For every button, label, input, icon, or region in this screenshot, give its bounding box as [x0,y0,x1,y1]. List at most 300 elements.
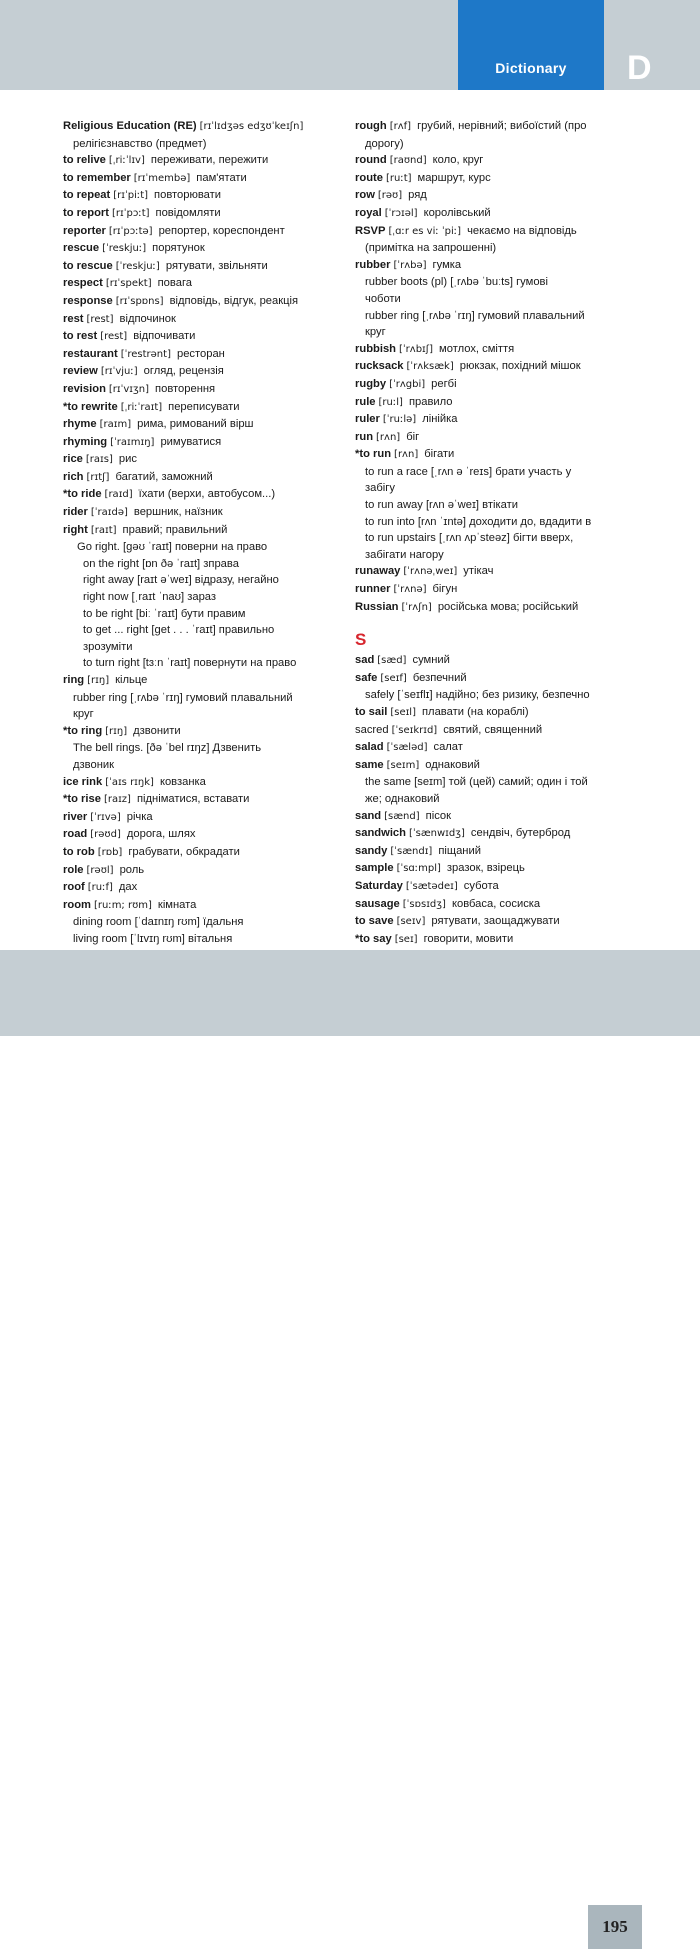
dictionary-entry [355,274,645,291]
dictionary-entry [63,328,341,346]
entry-translation: святий, священний [443,723,543,736]
entry-translation: rubber ring [ˌrʌbə ˈrɪŋ] гумовий плавальний [365,309,585,322]
dictionary-entry [63,672,341,690]
entry-headword: rich [63,470,84,483]
entry-headword: row [355,189,375,202]
dictionary-entry [355,774,645,791]
entry-translation: The bell rings. [ðə ˈbel rɪŋz] Дзвенить [73,742,262,755]
dictionary-entry [63,205,341,223]
entry-translation: Go right. [gəʊ ˈraɪt] поверни на право [77,541,268,554]
entry-transcription: [rɪˈspɒns] [115,295,164,307]
entry-transcription: [sæd] [377,655,407,667]
dictionary-entry [63,258,341,276]
dictionary-entry [355,341,645,359]
entry-translation: вершник, наїзник [133,506,223,519]
dictionary-entry [63,589,341,606]
entry-translation: піщаний [438,844,481,857]
entry-translation: гумка [432,258,462,271]
entry-translation: to run a race [ˌrʌn ə ˈreɪs] брати участь у [365,465,572,478]
entry-translation: to run upstairs [ˌrʌn ʌpˈsteəz] бігти вверх, [365,532,574,545]
dictionary-entry [63,809,341,827]
entry-transcription: [rɪŋ] [105,725,128,737]
entry-translation: правило [408,395,453,408]
dictionary-entry [355,497,645,514]
dictionary-entry [63,757,341,774]
dictionary-entry [63,187,341,205]
entry-headword: *to rewrite [63,400,118,413]
entry-transcription: [ˈsɒsɪdʒ] [402,898,446,910]
entry-translation: відпочивати [133,330,196,343]
entry-translation: повторювати [154,189,222,202]
entry-transcription: [ˌɑːr es viː ˈpiː] [388,225,462,237]
entry-translation: ресторан [176,347,225,360]
entry-transcription: [ˈrʌnəˌweɪ] [403,566,458,578]
dictionary-entry [355,257,645,275]
entry-translation: підніматися, вставати [136,793,250,806]
entry-translation: переживати, пережити [150,154,269,167]
entry-transcription: [rɪˈpɔːtə] [108,225,153,237]
entry-transcription: [raɪt] [90,524,117,536]
entry-translation: to get ... right [get . . . ˈraɪt] правильно [83,624,275,637]
entry-transcription: [rɪˈspekt] [105,278,152,290]
dictionary-entry [355,376,645,394]
entry-translation: коло, круг [432,154,484,167]
entry-transcription: [ruːl] [378,396,403,408]
entry-headword: sandwich [355,827,406,840]
dictionary-entry [63,504,341,522]
entry-translation: ковбаса, сосиска [451,897,541,910]
dictionary-entry [355,808,645,826]
entry-translation: right away [raɪt əˈweɪ] відразу, негайно [83,574,279,587]
dictionary-entry [63,240,341,258]
dictionary-entry [355,791,645,808]
dictionary-entry [63,706,341,723]
entry-headword: runaway [355,565,401,578]
entry-headword: to rest [63,330,98,343]
entry-translation: відпочинок [119,312,176,325]
dictionary-entry [63,690,341,707]
entry-headword: rough [355,120,387,132]
dictionary-entry [355,358,645,376]
dictionary-entry [63,223,341,241]
entry-translation: рис [118,453,137,466]
entry-headword: ruler [355,413,380,426]
dictionary-entry [63,311,341,329]
entry-transcription: [ˈrʌbɪʃ] [399,343,434,355]
dictionary-entry [63,862,341,880]
entry-headword: river [63,810,88,823]
dictionary-entry [355,563,645,581]
entry-transcription: [ˈrestrənt] [120,348,171,360]
entry-translation: рима, римований вірш [137,418,254,431]
entry-translation: забігати нагору [365,548,444,561]
entry-headword: rhyme [63,418,97,431]
dictionary-entry [355,223,645,241]
entry-headword: run [355,430,374,443]
dictionary-entry [355,739,645,757]
entry-headword: rest [63,312,84,325]
dictionary-entry [63,655,341,672]
header-letter: D [627,49,652,87]
entry-transcription: [ˈsɑːmpl] [396,863,441,875]
entry-transcription: [ˈsætədeɪ] [405,880,458,892]
entry-headword: salad [355,741,384,754]
entry-transcription: [rɪˈvɪʒn] [108,383,150,395]
entry-headword: revision [63,382,106,395]
entry-translation: зрозуміти [83,640,133,653]
entry-translation: однаковий [425,758,480,771]
dictionary-entry [355,913,645,931]
entry-transcription: [seɪ] [394,933,418,945]
entry-translation: to run into [rʌn ˈɪntə] доходити до, вдадити в [365,515,592,528]
entry-translation: відповідь, відгук, реакція [169,294,299,307]
header-title: Dictionary [495,60,567,76]
dictionary-entry [355,722,645,740]
entry-transcription: [rɒb] [97,846,123,858]
entry-transcription: [rʌn] [376,431,401,443]
entry-translation: dining room [ˈdaɪnɪŋ rʊm] їдальня [73,916,244,929]
dictionary-entry [355,757,645,775]
r-entries [355,118,645,616]
dictionary-entry [63,723,341,741]
entry-headword: Religious Education (RE) [63,120,197,132]
entry-translation: чекаємо на відповідь [467,224,577,237]
dictionary-entry [63,606,341,623]
entry-translation: салат [433,741,463,754]
entry-transcription: [rɪtʃ] [86,471,110,483]
entry-translation: дзвоник [73,758,115,771]
dictionary-entry [355,136,645,153]
entry-transcription: [ˈreskjuː] [115,260,160,272]
entry-headword: *to say [355,932,392,945]
dictionary-entry [63,931,341,948]
entry-translation: круг [365,326,386,339]
dictionary-entry [355,394,645,412]
entry-transcription: [ˈraɪmɪŋ] [110,436,155,448]
entry-transcription: [rʌn] [394,449,419,461]
dictionary-entry [355,687,645,704]
entry-headword: to relive [63,154,106,167]
dictionary-entry [355,152,645,170]
entry-transcription: [raɪm] [99,419,132,431]
dictionary-entry [63,556,341,573]
entry-headword: rescue [63,242,100,255]
entry-transcription: [ruːf] [87,882,113,894]
entry-transcription: [raɪs] [85,454,113,466]
entry-transcription: [ˈsænwɪdʒ] [408,828,465,840]
entry-headword: to sail [355,706,388,718]
entry-transcription: [ˌriːˈraɪt] [120,401,163,413]
entry-headword: runner [355,583,391,596]
dictionary-entry [63,791,341,809]
dictionary-entry [355,896,645,914]
entry-headword: rugby [355,377,387,390]
entry-translation: повторення [155,382,216,395]
entry-transcription: [ˌriːˈlɪv] [108,155,145,167]
entry-headword: sand [355,809,382,822]
dictionary-entry [355,429,645,447]
entry-headword: to save [355,915,394,928]
entry-transcription: [rəʊd] [90,829,121,841]
entry-translation: маршрут, курс [417,171,491,184]
entry-translation: кільце [115,674,148,686]
entry-translation: safely [ˈseɪflɪ] надійно; без ризику, безпечно [365,689,590,702]
entry-headword: rubber [355,258,391,271]
entry-translation: їхати (верхи, автобусом...) [138,488,276,501]
entry-transcription: [ˈrɪvə] [90,811,121,823]
entry-headword: ring [63,674,85,686]
dictionary-entry [355,240,645,257]
entry-translation: грубий, нерівний; вибоїстий (про [417,120,587,132]
dictionary-entry [355,825,645,843]
entry-headword: route [355,171,383,184]
entry-transcription: [seɪv] [396,916,426,928]
dictionary-entry [355,205,645,223]
entry-headword: sandy [355,844,388,857]
entry-translation: кімната [157,898,197,911]
entry-headword: rule [355,395,376,408]
page-number: 195 [602,1917,628,1936]
dictionary-entry [355,291,645,308]
entry-headword: response [63,294,113,307]
dictionary-entry [63,451,341,469]
entry-translation: rubber ring [ˌrʌbə ˈrɪŋ] гумовий плавальний [73,691,293,704]
entry-transcription: [ˈreskjuː] [102,243,147,255]
dictionary-entry [355,704,645,722]
dictionary-entry [355,411,645,429]
entry-headword: to rob [63,845,95,858]
entry-translation: забігу [365,482,395,495]
dictionary-entry [355,480,645,497]
entry-translation: пам'ятати [196,171,247,184]
entry-headword: room [63,898,91,911]
entry-transcription: [rɪˈpiːt] [113,190,149,202]
entry-headword: *to ride [63,488,102,501]
entry-translation: (примітка на запрошенні) [365,242,497,255]
entry-transcription: [ˈrʌʃn] [401,601,432,613]
entry-translation: регбі [431,377,457,390]
right-column [355,118,645,965]
entry-transcription: [ˈseɪkrɪd] [391,724,438,736]
entry-headword: sample [355,862,394,875]
entry-headword: Russian [355,600,399,613]
entry-translation: рятувати, заощаджувати [431,915,560,928]
dictionary-entry [355,446,645,464]
entry-headword: sacred [355,723,389,736]
entry-translation: дорогу) [365,137,404,150]
entry-transcription: [rest] [86,313,114,325]
entry-translation: правий; правильний [122,523,228,536]
entry-headword: same [355,758,384,771]
entry-translation: переписувати [168,400,240,413]
dictionary-entry [63,572,341,589]
s-entries [355,652,645,965]
dictionary-entry [355,308,645,325]
dictionary-entry [355,670,645,688]
entry-transcription: [rɪŋ] [87,675,110,686]
entry-translation: living room [ˈlɪvɪŋ rʊm] вітальня [73,932,233,945]
entry-transcription: [seɪf] [380,672,407,684]
entry-headword: restaurant [63,347,118,360]
entry-transcription: [rəʊ] [377,190,403,202]
entry-translation: to be right [biː ˈraɪt] бути правим [83,607,246,620]
entry-translation: багатий, заможний [115,470,213,483]
entry-translation: сумний [412,654,450,667]
dictionary-entry [63,826,341,844]
entry-translation: повага [157,277,193,290]
entry-headword: sausage [355,897,400,910]
entry-translation: лінійка [422,413,458,426]
dictionary-entry [355,599,645,617]
dictionary-entry [355,581,645,599]
entry-translation: же; однаковий [365,792,440,805]
entry-headword: review [63,365,98,378]
entry-translation: to turn right [tɜːn ˈraɪt] повернути на право [83,657,297,670]
dictionary-entry [63,486,341,504]
entry-translation: репортер, кореспондент [158,224,285,237]
entry-headword: rubbish [355,342,397,355]
dictionary-entry [355,878,645,896]
entry-headword: *to run [355,448,392,461]
dictionary-entry [63,539,341,556]
entry-translation: біг [406,430,420,443]
dictionary-entry [63,879,341,897]
dictionary-entry [355,118,645,136]
dictionary-entry [63,914,341,931]
entry-transcription: [rɪˈpɔːt] [112,207,150,219]
dictionary-entry [355,931,645,949]
dictionary-entry [63,416,341,434]
entry-transcription: [rʌf] [389,121,412,132]
entry-translation: порятунок [152,242,205,255]
dictionary-entry [63,774,341,792]
dictionary-entry [63,275,341,293]
entry-headword: *to ring [63,724,103,737]
entry-transcription: [raʊnd] [389,155,427,167]
entry-translation: субота [463,879,499,892]
entry-translation: right now [ˌraɪt ˈnaʊ] зараз [83,591,217,604]
entry-transcription: [raɪz] [103,794,131,806]
entry-transcription: [ˈsændɪ] [390,845,433,857]
dictionary-entry [63,293,341,311]
entry-headword: to remember [63,171,131,184]
entry-transcription: [rɪˈmembə] [133,172,191,184]
entry-transcription: [rɪˈlɪdʒəs edʒʊˈkeɪʃn] [199,121,304,132]
entry-translation: повідомляти [155,206,221,219]
entry-transcription: [ˈrʌbə] [393,259,427,271]
entry-translation: дах [118,881,138,894]
entry-translation: круг [73,708,94,721]
dictionary-entry [63,434,341,452]
entry-transcription: [rɪˈvjuː] [100,366,138,378]
entry-headword: right [63,523,88,536]
entry-translation: дзвонити [133,724,181,737]
dictionary-entry [355,324,645,341]
dictionary-entry [355,187,645,205]
entry-translation: римуватися [160,435,222,448]
entry-headword: royal [355,206,382,219]
entry-headword: rucksack [355,360,404,373]
entry-headword: rice [63,453,83,466]
entry-headword: Saturday [355,879,403,892]
entry-transcription: [raɪd] [104,489,133,501]
entry-headword: sad [355,654,375,667]
entry-translation: on the right [ɒn ðə ˈraɪt] зправа [83,557,239,570]
dictionary-entry [355,652,645,670]
entry-transcription: [ˈrɔɪəl] [384,207,418,219]
entry-translation: королівський [423,206,491,219]
entry-transcription: [seɪl] [390,707,416,718]
entry-translation: бігати [424,448,455,461]
entry-transcription: [ˈrʌnə] [393,584,427,596]
dictionary-entry [355,464,645,481]
dictionary-entry [63,170,341,188]
section-letter-s: S [355,630,367,650]
dictionary-entry [63,740,341,757]
entry-transcription: [ˈraɪdə] [90,507,128,519]
entry-headword: rhyming [63,435,108,448]
header-letter-box [608,0,700,90]
entry-translation: чоботи [365,292,401,305]
entry-transcription: [rəʊl] [86,864,114,876]
entry-translation: грабувати, обкрадати [128,845,240,858]
entry-headword: roof [63,881,85,894]
entry-translation: дорога, шлях [126,828,196,841]
entry-translation: огляд, рецензія [143,365,224,378]
entry-translation: рятувати, звільняти [165,259,268,272]
entry-headword: to rescue [63,259,113,272]
header-band [0,0,700,90]
entry-translation: ковзанка [159,775,206,788]
entry-transcription: [ˈruːlə] [382,414,417,426]
entry-transcription: [ˈaɪs rɪŋk] [105,776,154,788]
entry-translation: говорити, мовити [423,932,514,945]
dictionary-entry [355,530,645,547]
entry-translation: пісок [425,809,452,822]
entry-translation: сендвіч, бутерброд [470,827,571,840]
entry-headword: RSVP [355,224,386,237]
dictionary-entry [355,860,645,878]
entry-headword: to repeat [63,189,111,202]
entry-transcription: [ruːm; rʊm] [93,899,152,911]
dictionary-entry [355,547,645,564]
dictionary-entry [355,843,645,861]
entry-headword: round [355,154,387,167]
dictionary-entry [63,399,341,417]
entry-translation: російська мова; російський [437,600,579,613]
entry-translation: зразок, взірець [446,862,525,875]
entry-translation: rubber boots (pl) [ˌrʌbə ˈbuːts] гумові [365,276,548,289]
dictionary-entry [63,844,341,862]
entry-translation: мотлох, сміття [439,342,515,355]
entry-transcription: [rest] [100,331,128,343]
entry-translation: роль [119,863,145,876]
dictionary-entry [63,346,341,364]
entry-translation: безпечний [412,671,467,684]
dictionary-entry [63,381,341,399]
entry-headword: *to rise [63,793,101,806]
entry-translation: рюкзак, похідний мішок [459,360,581,373]
page-number-box [588,1905,642,1949]
entry-translation: to run away [rʌn əˈweɪ] втікати [365,499,518,512]
entry-headword: ice rink [63,775,103,788]
entry-translation: плавати (на кораблі) [422,706,529,718]
dictionary-entry [63,622,341,639]
entry-headword: to report [63,206,109,219]
footer-band [0,950,700,1936]
entry-headword: respect [63,277,103,290]
dictionary-entry [63,118,341,136]
